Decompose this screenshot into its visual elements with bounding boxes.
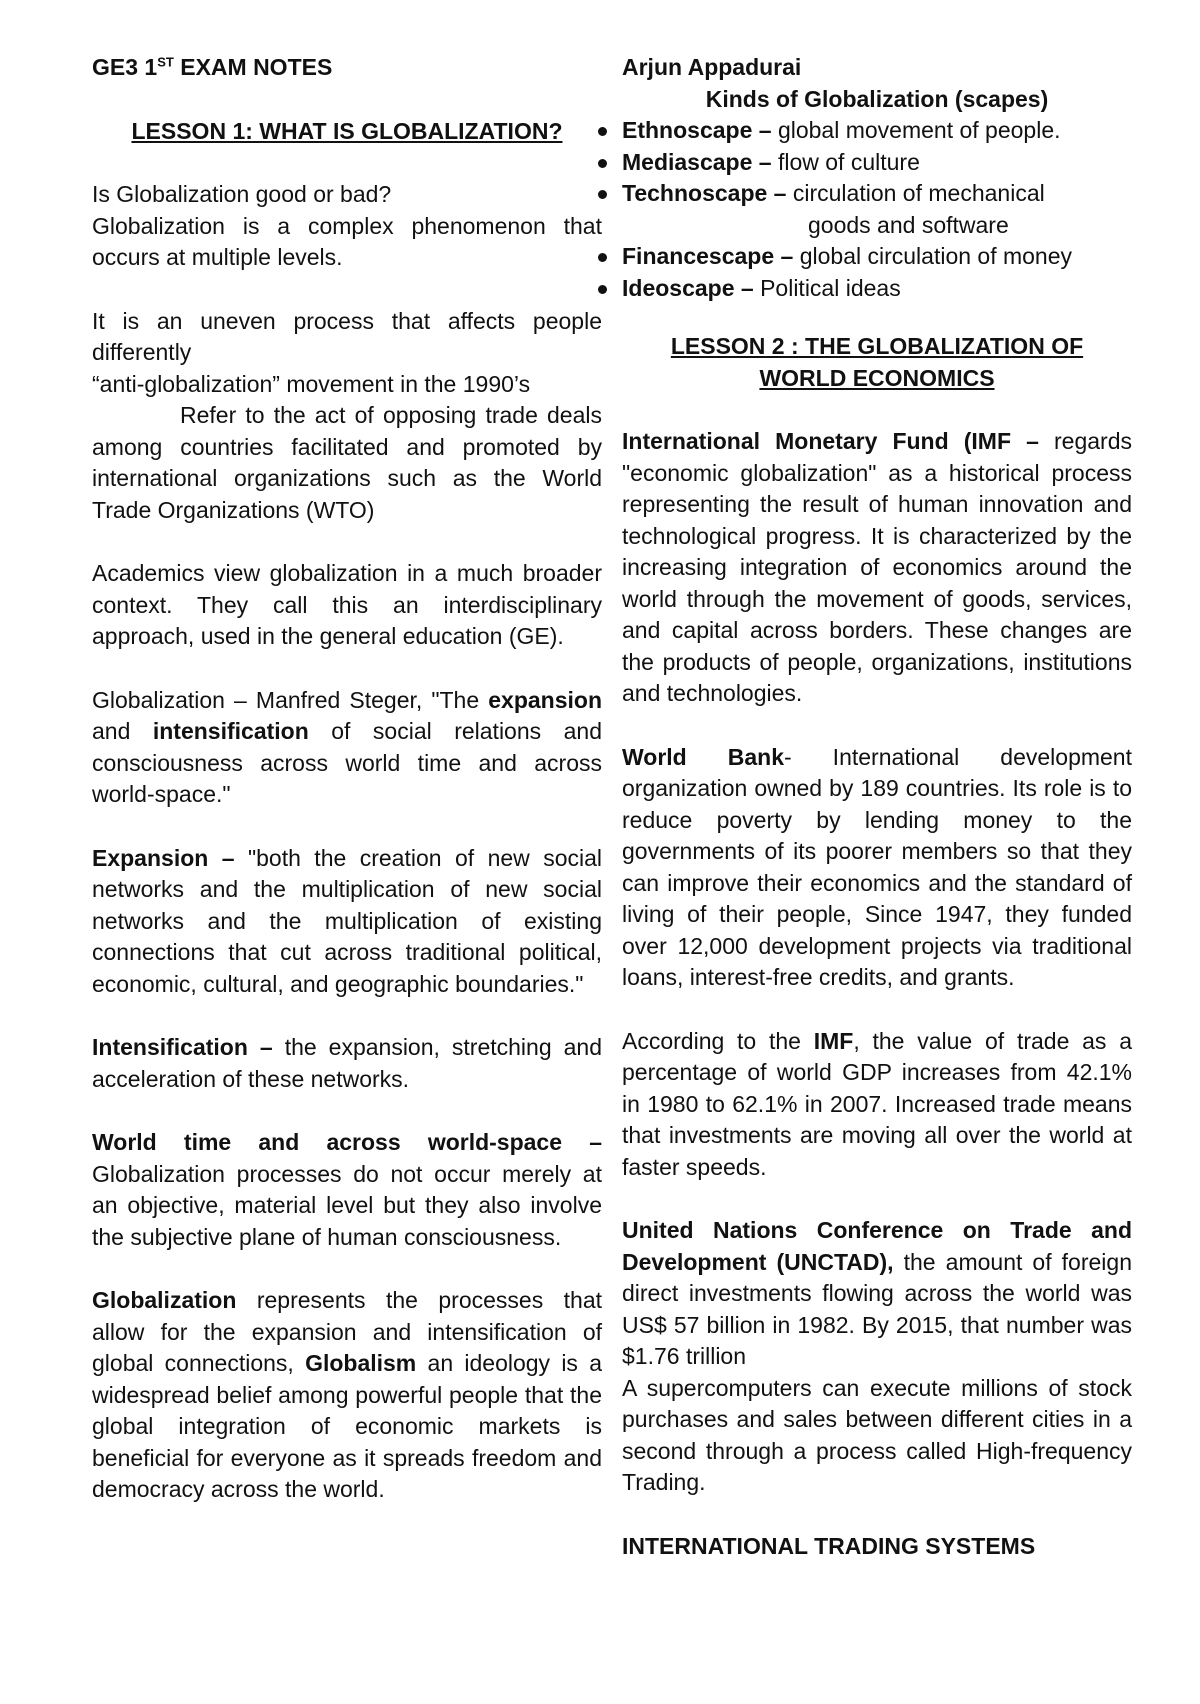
uneven-process-text: It is an uneven process that affects people differently: [92, 307, 602, 365]
list-item: Technoscape – circulation of mechanical goods and software: [622, 178, 1132, 241]
unctad-paragraph: United Nations Conference on Trade and Development (UNCTAD), the amount of foreign direct investments flowing across the world was US$ 57 billion in 1982. By 2015, that number was $1.76 trillion: [622, 1217, 1132, 1369]
question-line: Is Globalization good or bad?: [92, 181, 392, 207]
bullet-icon: [598, 285, 607, 294]
bullet-icon: [598, 159, 607, 168]
trade-paragraph: According to the IMF, the value of trade as a percentage of world GDP increases from 42.1% in 1980 to 62.1% in 2007. Increased trade means that investments are moving all over the world at faster speeds.: [622, 1027, 1132, 1180]
trading-systems-heading: INTERNATIONAL TRADING SYSTEMS: [622, 1532, 1036, 1559]
scapes-list: [622, 115, 1132, 304]
complex-phenomenon-text: Globalization is a complex phenomenon that occurs at multiple levels.: [92, 212, 602, 270]
steger-definition: Globalization – Manfred Steger, "The expansion and intensification of social relations and consciousness across world time and across world-space.": [92, 686, 602, 807]
list-item: Ideoscape – Political ideas: [622, 273, 1132, 305]
expansion-definition: Expansion – "both the creation of new social networks and the multiplication of new social networks and the multiplication of existing connections that cut across traditional political, economic, cultural, and geographic boundaries.": [92, 844, 602, 997]
author-name: Arjun Appadurai: [622, 54, 802, 80]
list-item: Financescape – global circulation of money: [622, 241, 1132, 273]
anti-globalization-text: “anti-globalization” movement in the 1990’s: [92, 370, 531, 397]
bullet-icon: [598, 127, 607, 136]
lesson1-heading: LESSON 1: WHAT IS GLOBALIZATION?: [131, 117, 563, 144]
bullet-icon: [598, 253, 607, 262]
globalism-paragraph: Globalization represents the processes that allow for the expansion and intensification of global connections, Globalism an ideology is a widespread belief among powerful people that the global integration of economic markets is beneficial for everyone as it spreads freedom and democracy across the world.: [92, 1287, 602, 1502]
page-title: GE3 1ST EXAM NOTES: [92, 54, 333, 80]
world-bank-paragraph: World Bank- International development organization owned by 189 countries. Its role is to reduce poverty by lending money to the governments of its poorer members so that they can improve their economics and the standard of living of their people, Since 1947, they funded over 12,000 development projects via traditional loans, interest-free credits, and grants.: [622, 743, 1132, 990]
list-item: Mediascape – flow of culture: [622, 147, 1132, 179]
hft-paragraph: A supercomputers can execute millions of stock purchases and sales between different cities in a second through a process called High-frequency Trading.: [622, 1374, 1132, 1495]
world-time-definition: World time and across world-space – Globalization processes do not occur merely at an objective, material level but they also involve the subjective plane of human consciousness.: [92, 1129, 602, 1250]
list-item: Ethnoscape – global movement of people.: [622, 115, 1132, 147]
anti-globalization-definition: Refer to the act of opposing trade deals among countries facilitated and promoted by international organizations such as the World Trade Organizations (WTO): [92, 402, 602, 523]
academics-paragraph: Academics view globalization in a much broader context. They call this an interdisciplinary approach, used in the general education (GE).: [92, 560, 602, 649]
intensification-definition: Intensification – the expansion, stretching and acceleration of these networks.: [92, 1034, 602, 1092]
lesson2-heading: LESSON 2 : THE GLOBALIZATION OF WORLD ECONOMICS: [670, 333, 1084, 391]
left-column: [92, 52, 602, 1506]
imf-paragraph: International Monetary Fund (IMF – regards "economic globalization" as a historical process representing the result of human innovation and technological progress. It is characterized by the increasing integration of economics around the world through the movement of goods, services, and capital across borders. These changes are the products of people, organizations, institutions and technologies.: [622, 428, 1132, 706]
kinds-heading: Kinds of Globalization (scapes): [705, 85, 1049, 112]
bullet-icon: [598, 190, 607, 199]
right-column: [622, 52, 1132, 1562]
